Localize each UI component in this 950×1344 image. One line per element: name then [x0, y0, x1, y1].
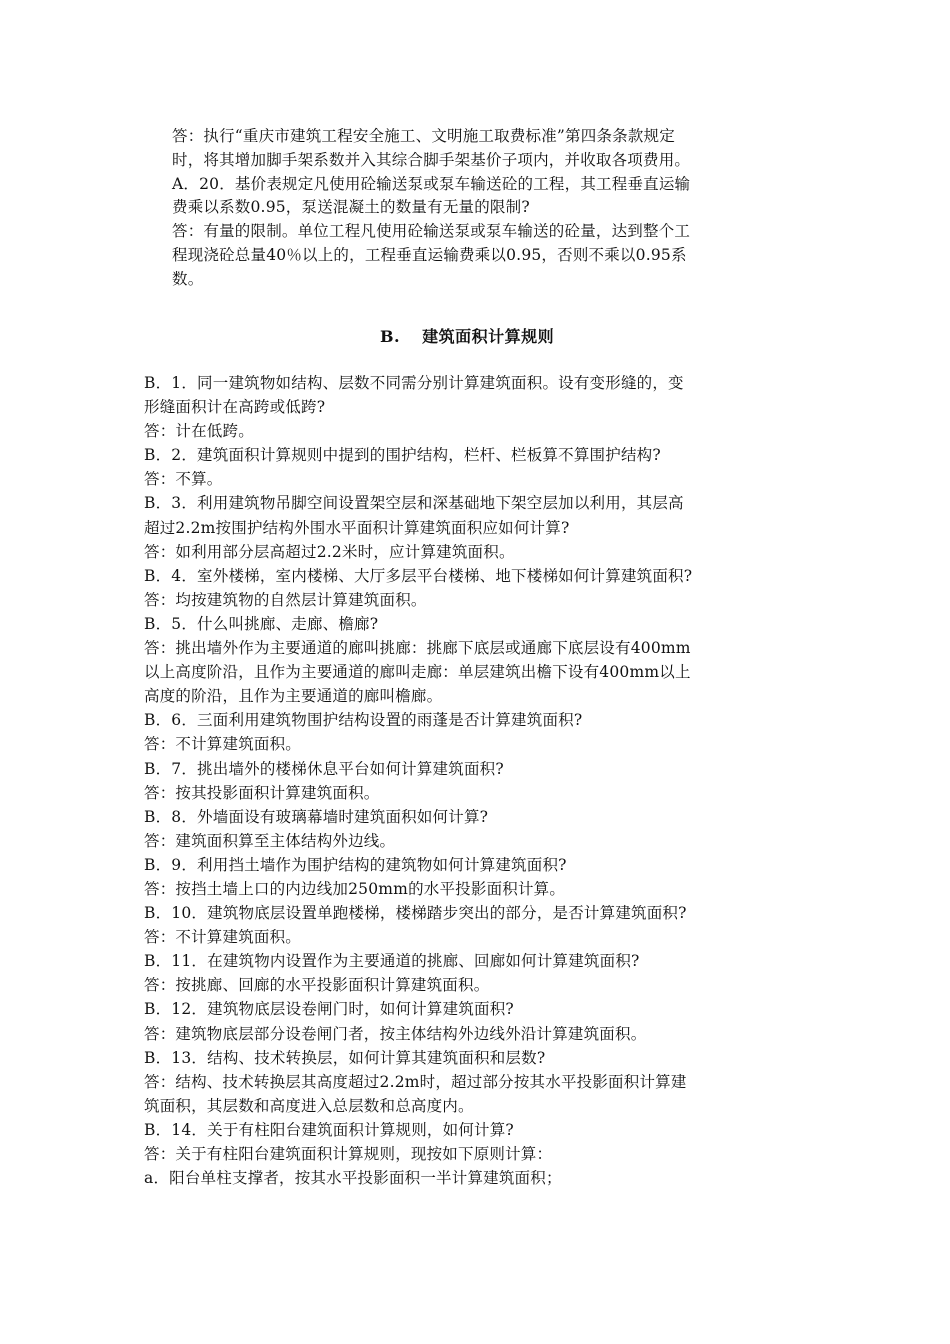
text-line: B．13．结构、技术转换层，如何计算其建筑面积和层数?	[144, 1048, 546, 1067]
text-line: 答：建筑面积算至主体结构外边线。	[144, 831, 396, 850]
text-line: B．4．室外楼梯，室内楼梯、大厅多层平台楼梯、地下楼梯如何计算建筑面积?	[144, 566, 693, 585]
text-line: B．2．建筑面积计算规则中提到的围护结构，栏杆、栏板算不算围护结构?	[144, 446, 661, 465]
text-line: B．11．在建筑物内设置作为主要通道的挑廊、回廊如何计算建筑面积?	[144, 952, 640, 971]
text-line: 答：按挑廊、回廊的水平投影面积计算建筑面积。	[144, 976, 490, 995]
text-line: 答：挑出墙外作为主要通道的廊叫挑廊：挑廊下底层或通廊下底层设有400mm	[144, 639, 691, 658]
text-line: 答：不计算建筑面积。	[144, 928, 302, 947]
text-line: B．9．利用挡土墙作为围护结构的建筑物如何计算建筑面积?	[144, 855, 567, 874]
text-line: B．14．关于有柱阳台建筑面积计算规则，如何计算?	[144, 1120, 514, 1139]
qa-list	[144, 371, 814, 1190]
text-line: 答：不计算建筑面积。	[144, 735, 302, 754]
text-line: 高度的阶沿，且作为主要通道的廊叫檐廊。	[144, 687, 443, 706]
text-line: 答：均按建筑物的自然层计算建筑面积。	[144, 590, 427, 609]
intro-paragraph	[172, 125, 812, 292]
text-line: 答：如利用部分层高超过2.2米时，应计算建筑面积。	[144, 542, 515, 561]
section-number: B.	[380, 327, 401, 346]
text-line: B．5．什么叫挑廊、走廊、檐廊?	[144, 614, 379, 633]
text-line: B．1．同一建筑物如结构、层数不同需分别计算建筑面积。设有变形缝的，变	[144, 374, 684, 392]
text-line: 答：有量的限制。单位工程凡使用砼输送泵或泵车输送的砼量，达到整个工	[172, 222, 691, 241]
text-line: A．20．基价表规定凡使用砼输送泵或泵车输送砼的工程，其工程垂直运输	[172, 174, 691, 193]
text-line: 时，将其增加脚手架系数并入其综合脚手架基价子项内，并收取各项费用。	[172, 150, 691, 169]
text-line: 答：按其投影面积计算建筑面积。	[144, 783, 380, 802]
text-line: B．6．三面利用建筑物围护结构设置的雨蓬是否计算建筑面积?	[144, 711, 583, 730]
text-line: 答：按挡土墙上口的内边线加250mm的水平投影面积计算。	[144, 879, 566, 898]
text-line: B．8．外墙面设有玻璃幕墙时建筑面积如何计算?	[144, 807, 489, 826]
text-line: a．阳台单柱支撑者，按其水平投影面积一半计算建筑面积；	[144, 1169, 562, 1188]
text-line: 以上高度阶沿，且作为主要通道的廊叫走廊：单层建筑出檐下设有400mm以上	[144, 663, 691, 682]
text-line: 程现浇砼总量40％以上的，工程垂直运输费乘以0.95，否则不乘以0.95系	[172, 245, 687, 264]
text-line: 形缝面积计在高跨或低跨?	[144, 398, 326, 417]
text-line: B．7．挑出墙外的楼梯休息平台如何计算建筑面积?	[144, 759, 504, 778]
text-line: 答：不算。	[144, 470, 223, 489]
text-line: B．12．建筑物底层设卷闸门时，如何计算建筑面积?	[144, 1000, 514, 1019]
text-line: 答：关于有柱阳台建筑面积计算规则，现按如下原则计算：	[144, 1145, 553, 1163]
text-line: 答：计在低跨。	[144, 422, 254, 441]
text-line: 筑面积，其层数和高度进入总层数和总高度内。	[144, 1096, 474, 1115]
section-heading	[380, 324, 554, 347]
text-line: B．10．建筑物底层设置单跑楼梯，楼梯踏步突出的部分，是否计算建筑面积?	[144, 904, 687, 923]
text-line: 答：建筑物底层部分设卷闸门者，按主体结构外边线外沿计算建筑面积。	[144, 1024, 647, 1043]
text-line: 超过2.2m按围护结构外围水平面积计算建筑面积应如何计算?	[144, 518, 570, 537]
text-line: 答：结构、技术转换层其高度超过2.2m时，超过部分按其水平投影面积计算建	[144, 1072, 687, 1091]
text-line: 数。	[172, 269, 204, 288]
text-line: 费乘以系数0.95，泵送混凝土的数量有无量的限制?	[172, 198, 530, 217]
section-title-text: 建筑面积计算规则	[422, 327, 555, 346]
text-line: B．3．利用建筑物吊脚空间设置架空层和深基础地下架空层加以利用，其层高	[144, 494, 684, 513]
text-line: 答：执行“重庆市建筑工程安全施工、文明施工取费标准”第四条条款规定	[172, 127, 675, 145]
